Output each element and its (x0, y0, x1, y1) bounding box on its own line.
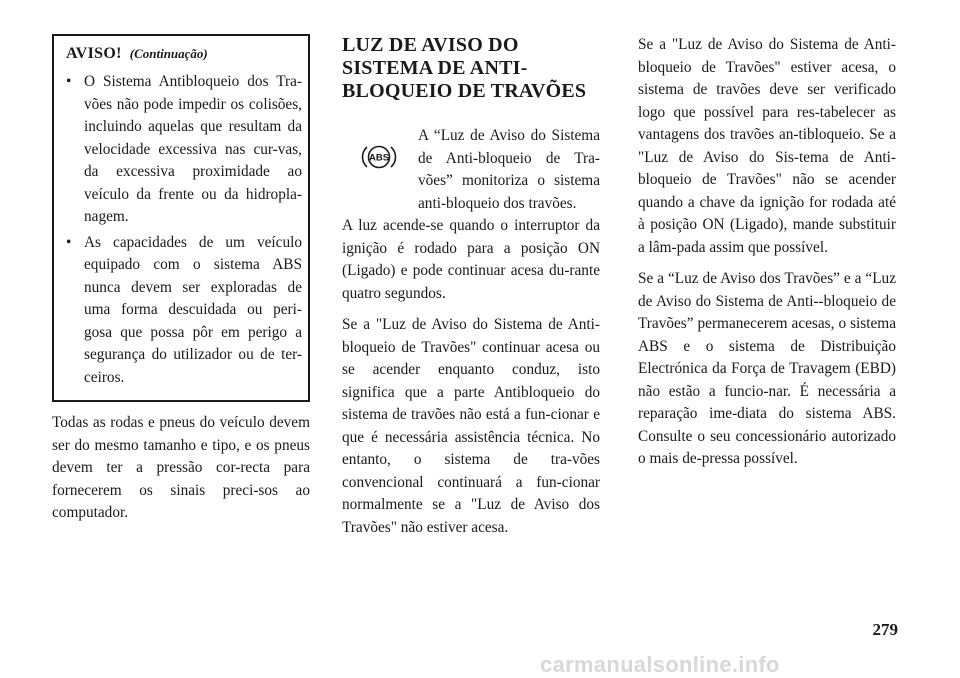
column-left (52, 34, 310, 534)
body-paragraph: Se a "Luz de Aviso do Sistema de Anti-bloqueio de Travões" estiver acesa, o sistema de travões deve ser verificado logo que possível para res-tabelecer as vantagens dos travões an-tibloqueio. Se a "Luz de Aviso do Sis-tema de Anti-bloqueio de Travões" não se acender quando a chave da ignição for rodada até à posição ON (Ligado), mande substituir a lâm-pada assim que possível. (638, 36, 896, 256)
body-paragraph: Se a “Luz de Aviso dos Travões” e a “Luz de Aviso do Sistema de Anti--bloqueio de Travões” permanecerem acesas, o sistema ABS e o sistema de Distribuição Electrónica da Força de Travagem (EBD) não estão a funcio-nar. É necessária a reparação ime-diata do sistema ABS. Consulte o seu concessionário autorizado o mais de-pressa possível. (638, 270, 896, 467)
abs-icon-label: ABS (368, 152, 390, 164)
body-paragraph: Todas as rodas e pneus do veículo devem ser do mesmo tamanho e tipo, e os pneus devem ter a pressão cor-recta para fornecerem os sinais preci-sos ao computador. (52, 414, 310, 521)
section-title: LUZ DE AVISO DO SISTEMA DE ANTI-BLOQUEIO DE TRAVÕES (342, 34, 587, 102)
warning-box (52, 34, 310, 402)
watermark: carmanualsonline.info (540, 652, 780, 677)
intro-paragraph-continued: A luz acende-se quando o interruptor da ignição é rodado para a posição ON (Ligado) e pode continuar acesa du-rante quatro segundos. (342, 217, 600, 302)
body-paragraph: Se a "Luz de Aviso do Sistema de Anti-bloqueio de Travões" continuar acesa ou se acender enquanto conduz, isto significa que a parte Antibloqueio do sistema de travões não está a fun-cionar e que é necessária assistência técnica. No entanto, o sistema de tra-vões convencional continuará a fun-cionar normalmente se a "Luz de Aviso dos Travões" não estiver acesa. (342, 316, 600, 536)
bullet-icon: • (66, 233, 72, 251)
warning-item-text: O Sistema Antibloqueio dos Tra-vões não pode impedir os colisões, incluindo aquelas que resultam da velocidade excessiva nas cur-vas, da excessiva proximidade ao veículo da frente ou da hidropla-nagem. (84, 73, 302, 225)
intro-paragraph-indented: A “Luz de Aviso do Sistema de Anti-bloqueio de Tra-vões” monitoriza o sistema anti-bloqueio dos travões. (418, 127, 600, 212)
column-middle (342, 34, 600, 548)
warning-title: AVISO! (66, 45, 122, 62)
warning-list (66, 71, 302, 389)
warning-header (66, 43, 302, 65)
warning-continuation: (Continuação) (129, 46, 208, 61)
warning-item-text: As capacidades de um veículo equipado com o sistema ABS nunca devem ser exploradas de uma forma descuidada ou peri-gosa que possa pôr em perigo a segurança do utilizador ou de ter-ceiros. (84, 233, 302, 386)
page-number: 279 (872, 620, 898, 639)
abs-warning-icon (361, 143, 397, 171)
warning-list-item (66, 232, 302, 390)
warning-list-item (66, 71, 302, 229)
bullet-icon: • (66, 73, 72, 90)
column-right (638, 34, 896, 480)
abs-intro-block (342, 125, 600, 305)
